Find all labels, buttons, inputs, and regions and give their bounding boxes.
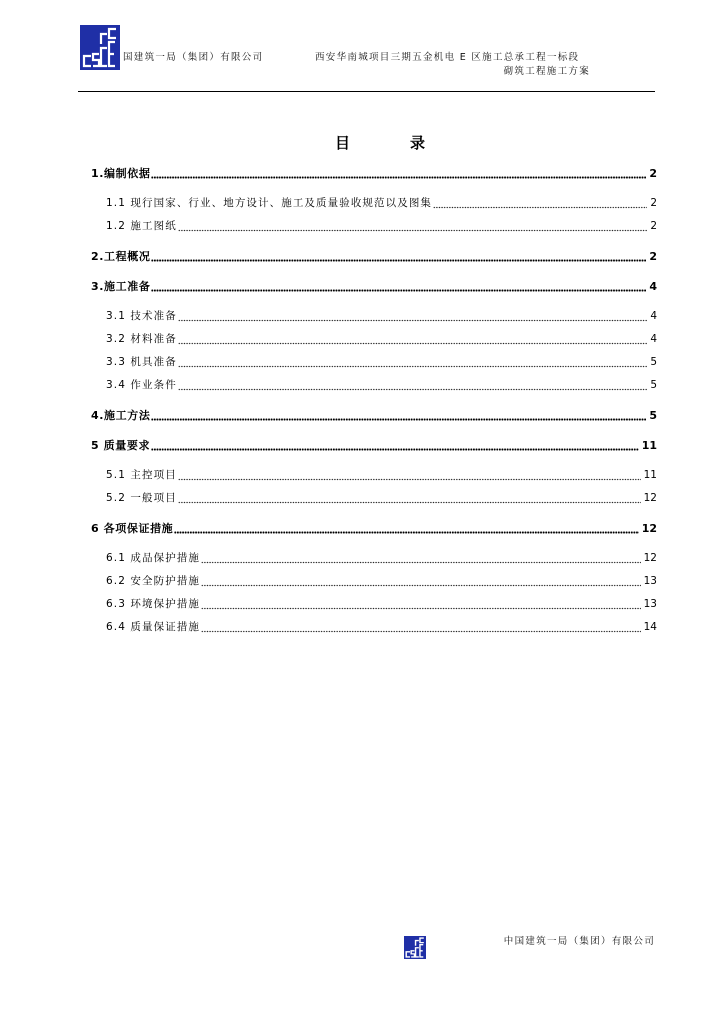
toc-entry-page: 14 [643,621,657,633]
toc-entry[interactable] [91,305,657,328]
toc-leader-dots [201,607,641,610]
toc-entry-label: 6.3 环境保护措施 [106,598,201,610]
toc-entry[interactable] [91,215,657,238]
toc-entry-page: 2 [649,250,657,263]
toc-entry-label: 5.2 一般项目 [106,492,177,504]
toc-leader-dots [151,289,646,292]
toc-entry-label: 5 质量要求 [91,439,151,452]
toc-heading: 目 录 [335,134,426,152]
toc-entry[interactable] [91,192,657,215]
toc-entry[interactable] [91,487,657,510]
toc-entry-label: 2.工程概况 [91,250,151,263]
toc-entry-page: 13 [643,598,657,610]
toc-entry-page: 2 [650,197,657,209]
toc-leader-dots [151,259,646,262]
toc-entry-label: 4.施工方法 [91,409,151,422]
toc-leader-dots [151,176,646,179]
header-rule [78,91,655,92]
toc-entry-label: 3.1 技术准备 [106,310,177,322]
toc-entry-page: 5 [650,379,657,391]
toc-entry-label: 1.1 现行国家、行业、地方设计、施工及质量验收规范以及图集 [106,197,433,209]
toc-entry[interactable] [91,547,657,570]
toc-leader-dots [151,418,646,421]
toc-entry-page: 12 [641,522,657,535]
toc-leader-dots [433,206,647,209]
toc-entry-label: 6.1 成品保护措施 [106,552,201,564]
toc-entry-label: 3.施工准备 [91,280,151,293]
toc-entry-label: 3.4 作业条件 [106,379,177,391]
footer-company-name: 中国建筑一局（集团）有限公司 [503,936,655,947]
toc-entry-label: 3.3 机具准备 [106,356,177,368]
header-document-title: 砌筑工程施工方案 [503,66,590,77]
toc-leader-dots [178,342,647,345]
toc-entry-label: 6.2 安全防护措施 [106,575,201,587]
toc-entry-label: 6 各项保证措施 [91,522,174,535]
toc-entry[interactable] [91,434,657,457]
toc-entry-page: 11 [641,439,657,452]
toc-leader-dots [178,365,647,368]
toc-leader-dots [201,584,641,587]
toc-leader-dots [201,630,641,633]
toc-entry-label: 6.4 质量保证措施 [106,621,201,633]
toc-entry-page: 2 [649,167,657,180]
toc-entry-page: 4 [650,310,657,322]
header-company-name: 国建筑一局（集团）有限公司 [123,52,264,63]
table-of-contents [91,155,657,639]
toc-leader-dots [201,561,641,564]
toc-leader-dots [178,319,647,322]
toc-entry[interactable] [91,351,657,374]
toc-entry-label: 5.1 主控项目 [106,469,177,481]
toc-entry-page: 2 [650,220,657,232]
header-project-title: 西安华南城项目三期五金机电 E 区施工总承工程一标段 [315,52,580,63]
toc-entry[interactable] [91,593,657,616]
toc-leader-dots [178,478,641,481]
toc-entry-page: 12 [643,492,657,504]
toc-entry[interactable] [91,517,657,540]
toc-leader-dots [178,229,647,232]
toc-leader-dots [178,388,647,391]
toc-entry[interactable] [91,404,657,427]
toc-entry[interactable] [91,616,657,639]
toc-entry[interactable] [91,162,657,185]
toc-entry-page: 5 [650,356,657,368]
toc-entry[interactable] [91,275,657,298]
toc-entry[interactable] [91,245,657,268]
toc-leader-dots [151,448,639,451]
footer-logo [404,936,426,959]
toc-entry-page: 4 [649,280,657,293]
toc-entry[interactable] [91,328,657,351]
toc-entry-label: 3.2 材料准备 [106,333,177,345]
toc-entry-page: 12 [643,552,657,564]
toc-entry-page: 4 [650,333,657,345]
toc-entry-page: 11 [643,469,657,481]
toc-entry-label: 1.2 施工图纸 [106,220,177,232]
toc-entry-label: 1.编制依据 [91,167,151,180]
toc-leader-dots [174,531,638,534]
toc-entry-page: 5 [649,409,657,422]
toc-entry[interactable] [91,464,657,487]
toc-leader-dots [178,501,641,504]
toc-entry[interactable] [91,570,657,593]
company-logo [80,25,120,70]
toc-entry[interactable] [91,374,657,397]
toc-entry-page: 13 [643,575,657,587]
